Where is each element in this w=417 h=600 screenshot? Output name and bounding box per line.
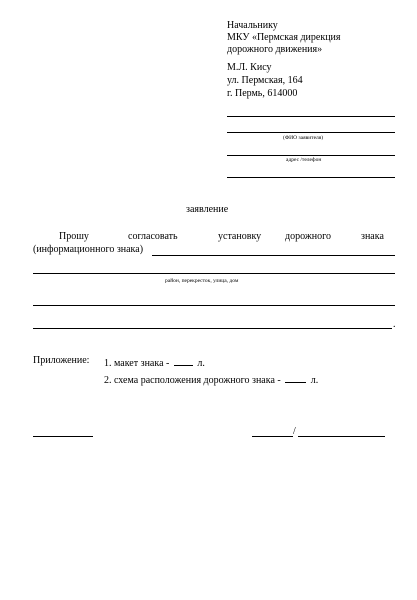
extra-line-2[interactable] <box>33 328 392 329</box>
signature-line[interactable] <box>252 436 293 437</box>
addressee-line1: Начальнику <box>227 20 278 31</box>
fio-line[interactable] <box>227 132 395 133</box>
attachment-item-2 <box>104 373 318 386</box>
attachment-item-1 <box>104 356 205 369</box>
addressee-street: ул. Пермская, 164 <box>227 75 303 86</box>
signature-name-line[interactable] <box>298 436 385 437</box>
phone-line[interactable] <box>227 177 395 178</box>
attachment-item-1-unit: л. <box>197 358 205 369</box>
addressee-city: г. Пермь, 614000 <box>227 88 298 99</box>
date-line[interactable] <box>33 436 93 437</box>
attachment-item-2-unit: л. <box>310 375 319 386</box>
applicant-line-1 <box>227 116 395 117</box>
body-line2-prefix: (информационного знака) <box>33 244 144 255</box>
body-word-3: установку <box>218 231 262 242</box>
end-period: . <box>393 319 396 330</box>
body-word-2: согласовать <box>128 231 178 242</box>
addressee-line3: дорожного движения» <box>227 44 323 55</box>
attachment-item-1-text: 1. макет знака - <box>104 358 170 369</box>
extra-line-1[interactable] <box>33 305 395 306</box>
body-word-4: дорожного <box>285 231 331 242</box>
attachments-label: Приложение: <box>33 355 90 366</box>
body-word-1: Прошу <box>59 231 89 242</box>
addressee-name: М.Л. Кису <box>227 62 272 73</box>
location-caption: район, перекресток, улица, дом <box>165 278 239 284</box>
location-line[interactable] <box>33 273 395 274</box>
sign-type-field[interactable] <box>152 255 395 256</box>
fio-caption: (ФИО заявителя) <box>283 135 324 141</box>
body-word-5: знака <box>361 231 384 242</box>
attachment-item-2-text: 2. схема расположения дорожного знака - <box>104 375 281 386</box>
attachment-item-1-pages-field[interactable] <box>174 356 193 366</box>
address-line[interactable] <box>227 155 395 156</box>
document-title: заявление <box>186 204 229 215</box>
attachment-item-2-pages-field[interactable] <box>285 373 306 383</box>
addressee-line2: МКУ «Пермская дирекция <box>227 32 341 43</box>
address-caption: адрес /телефон <box>286 157 322 163</box>
signature-separator: / <box>293 426 296 437</box>
